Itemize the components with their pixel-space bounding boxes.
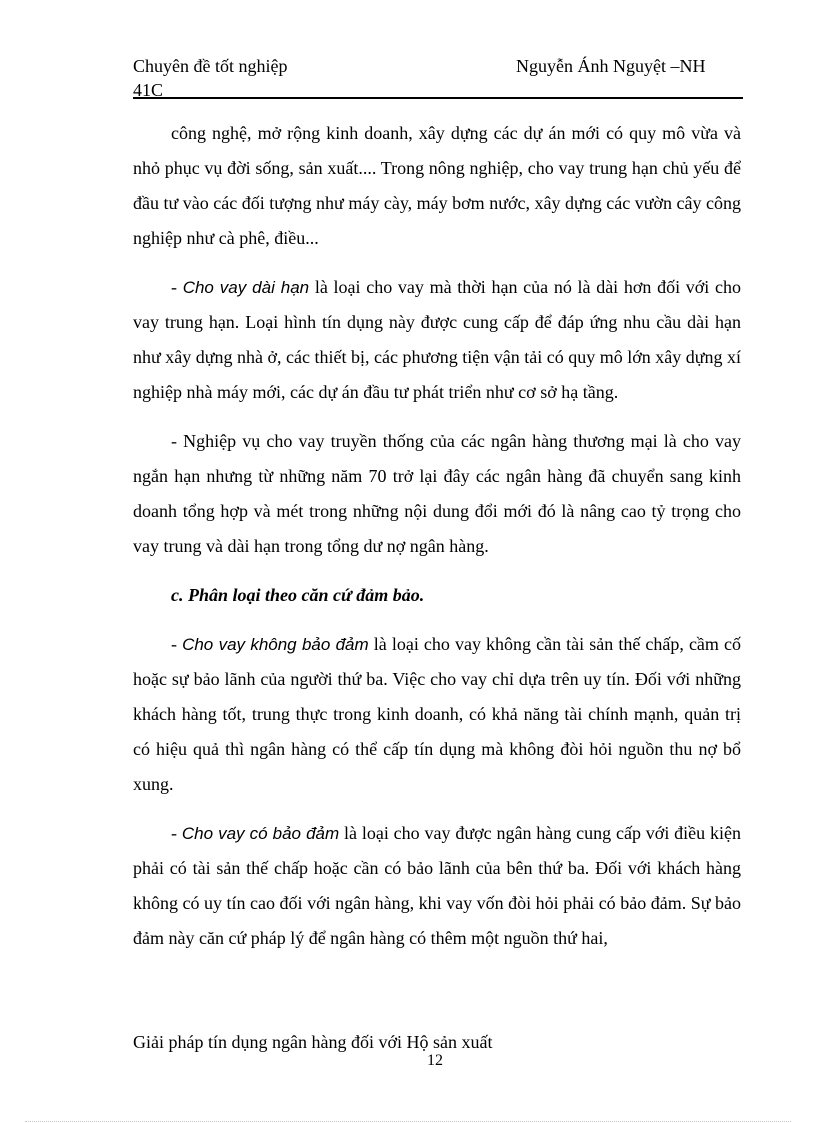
page-number: 12 — [427, 1052, 443, 1069]
term-long-term-loan: Cho vay dài hạn — [182, 278, 310, 297]
header-author: Nguyễn Ánh Nguyệt –NH — [516, 56, 706, 76]
page-header-left — [133, 54, 287, 102]
paragraph-unsecured-loan — [133, 627, 741, 802]
paragraph-text: là loại cho vay mà thời hạn của nó là dài hơn đối với cho vay trung hạn. Loại hình tín dụng này được cung cấp để đáp ứng nhu cầu dài hạn như xây dựng nhà ở, các thiết bị, các phương tiện vận tải có quy mô lớn xây dựng xí nghiệp nhà máy mới, các dự án đầu tư phát triển như cơ sở hạ tầng. — [133, 277, 741, 402]
bullet-dash: - — [171, 634, 183, 654]
paragraph-text: là loại cho vay được ngân hàng cung cấp với điều kiện phải có tài sản thế chấp hoặc cần có bảo lãnh của bên thứ ba. Đối với khách hàng không có uy tín cao đối với ngân hàng, khi vay vốn đòi hỏi phải có bảo đảm. Sự bảo đảm này căn cứ pháp lý để ngân hàng có thêm một nguồn thứ hai, — [133, 823, 741, 948]
paragraph-traditional-lending: - Nghiệp vụ cho vay truyền thống của các ngân hàng thương mại là cho vay ngắn hạn nhưng từ những năm 70 trở lại đây các ngân hàng đã chuyển sang kinh doanh tổng hợp và mét trong những nội dung đổi mới đó là nâng cao tỷ trọng cho vay trung và dài hạn trong tổng dư nợ ngân hàng. — [133, 431, 741, 556]
paragraph-text: là loại cho vay không cần tài sản thế chấp, cầm cố hoặc sự bảo lãnh của người thứ ba. Việc cho vay chỉ dựa trên uy tín. Đối với những khách hàng tốt, trung thực trong kinh doanh, có khả năng tài chính mạnh, quản trị có hiệu quả thì ngân hàng có thể cấp tín dụng mà không đòi hỏi nguồn thu nợ bổ xung. — [133, 634, 741, 794]
header-class-code: 41C — [133, 80, 164, 100]
bullet-dash: - — [171, 277, 183, 297]
paragraph-1: công nghệ, mở rộng kinh doanh, xây dựng các dự án mới có quy mô vừa và nhỏ phục vụ đời sống, sản xuất.... Trong nông nghiệp, cho vay trung hạn chủ yếu để đầu tư vào các đối tượng như máy cày, máy bơm nước, xây dựng các vườn cây công nghiệp như cà phê, điều... — [133, 123, 741, 248]
section-heading: c. Phân loại theo căn cứ đảm bảo. — [171, 585, 425, 605]
term-unsecured-loan: Cho vay không bảo đảm — [182, 635, 369, 654]
paragraph-long-term-loan — [133, 270, 741, 410]
term-secured-loan: Cho vay có bảo đảm — [181, 824, 340, 843]
header-divider — [133, 97, 743, 99]
paragraph-secured-loan — [133, 816, 741, 956]
header-document-type: Chuyên đề tốt nghiệp — [133, 56, 288, 76]
footer-title: Giải pháp tín dụng ngân hàng đối với Hộ sản xuất — [133, 1032, 493, 1052]
page-body — [133, 116, 741, 970]
page-bottom-border — [25, 1121, 791, 1122]
bullet-dash: - — [171, 823, 182, 843]
